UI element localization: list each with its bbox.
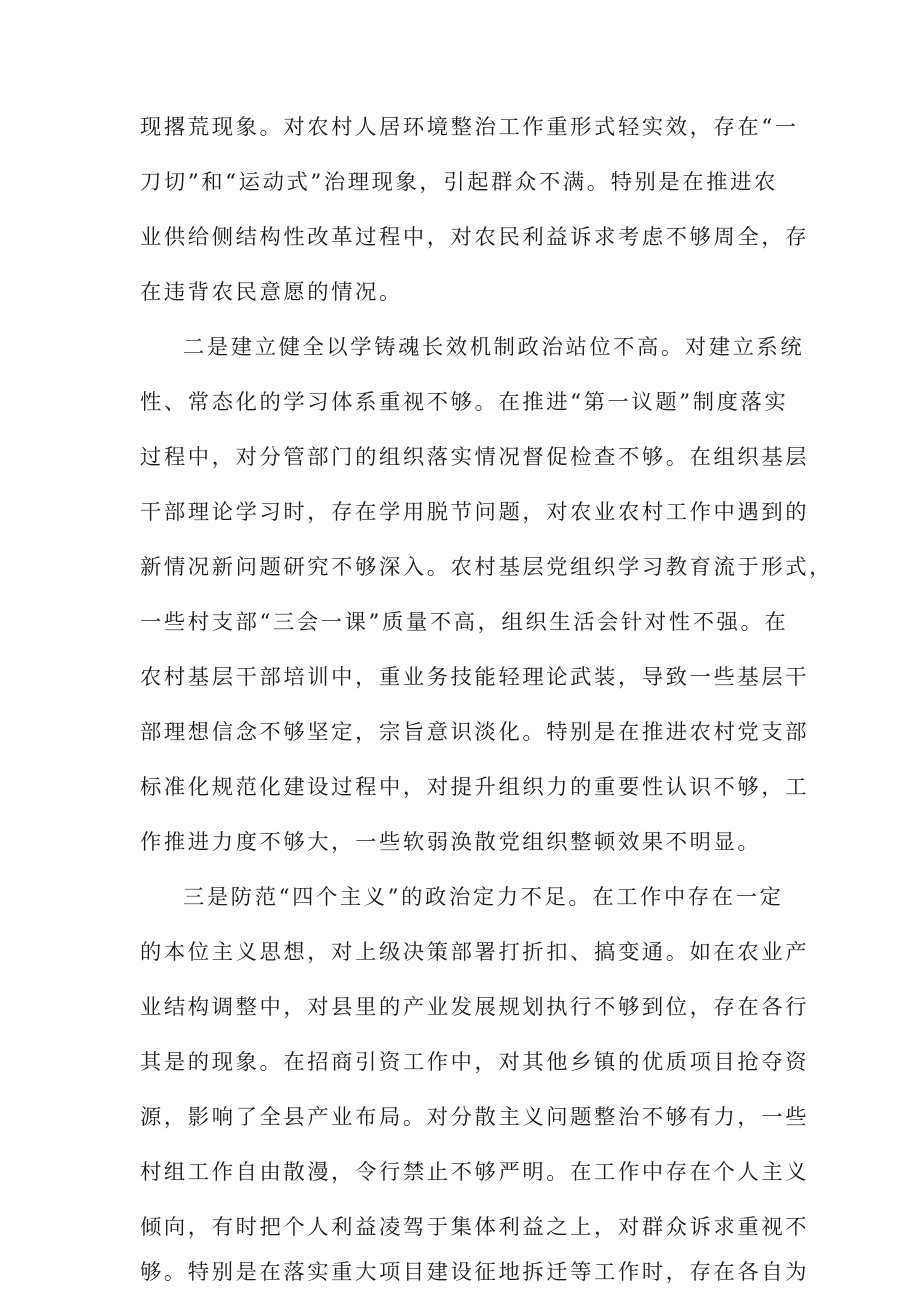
- paragraph-start-line: 三是防范“四个主义”的政治定力不足。在工作中存在一定: [183, 885, 784, 910]
- text-line: 性、常态化的学习体系重视不够。在推进“第一议题”制度落实: [140, 390, 789, 415]
- text-line: 倾向，有时把个人利益凌驾于集体利益之上，对群众诉求重视不: [140, 1215, 810, 1240]
- text-line: 现撂荒现象。对农村人居环境整治工作重形式轻实效，存在“一: [140, 115, 799, 140]
- text-line: 业结构调整中，对县里的产业发展规划执行不够到位，存在各行: [140, 995, 810, 1020]
- text-line: 刀切”和“运动式”治理现象，引起群众不满。特别是在推进农: [140, 170, 778, 195]
- text-line: 新情况新问题研究不够深入。农村基层党组织学习教育流于形式，: [140, 555, 834, 580]
- text-line: 作推进力度不够大，一些软弱涣散党组织整顿效果不明显。: [140, 830, 762, 855]
- text-line: 源，影响了全县产业布局。对分散主义问题整治不够有力，一些: [140, 1105, 810, 1130]
- text-line: 一些村支部“三会一课”质量不高，组织生活会针对性不强。在: [140, 610, 789, 635]
- text-line: 标准化规范化建设过程中，对提升组织力的重要性认识不够，工: [140, 775, 810, 800]
- text-line: 业供给侧结构性改革过程中，对农民利益诉求考虑不够周全，存: [140, 225, 810, 250]
- text-line: 够。特别是在落实重大项目建设征地拆迁等工作时，存在各自为: [140, 1260, 810, 1285]
- text-line: 过程中，对分管部门的组织落实情况督促检查不够。在组织基层: [140, 445, 810, 470]
- text-line: 其是的现象。在招商引资工作中，对其他乡镇的优质项目抢夺资: [140, 1050, 810, 1075]
- text-line: 干部理论学习时，存在学用脱节问题，对农业农村工作中遇到的: [140, 500, 810, 525]
- text-line: 的本位主义思想，对上级决策部署打折扣、搞变通。如在农业产: [140, 940, 810, 965]
- text-line: 农村基层干部培训中，重业务技能轻理论武装，导致一些基层干: [140, 665, 810, 690]
- text-line: 村组工作自由散漫，令行禁止不够严明。在工作中存在个人主义: [140, 1160, 810, 1185]
- text-line: 部理想信念不够坚定，宗旨意识淡化。特别是在推进农村党支部: [140, 720, 810, 745]
- text-line: 在违背农民意愿的情况。: [140, 280, 403, 305]
- paragraph-start-line: 二是建立健全以学铸魂长效机制政治站位不高。对建立系统: [183, 335, 805, 360]
